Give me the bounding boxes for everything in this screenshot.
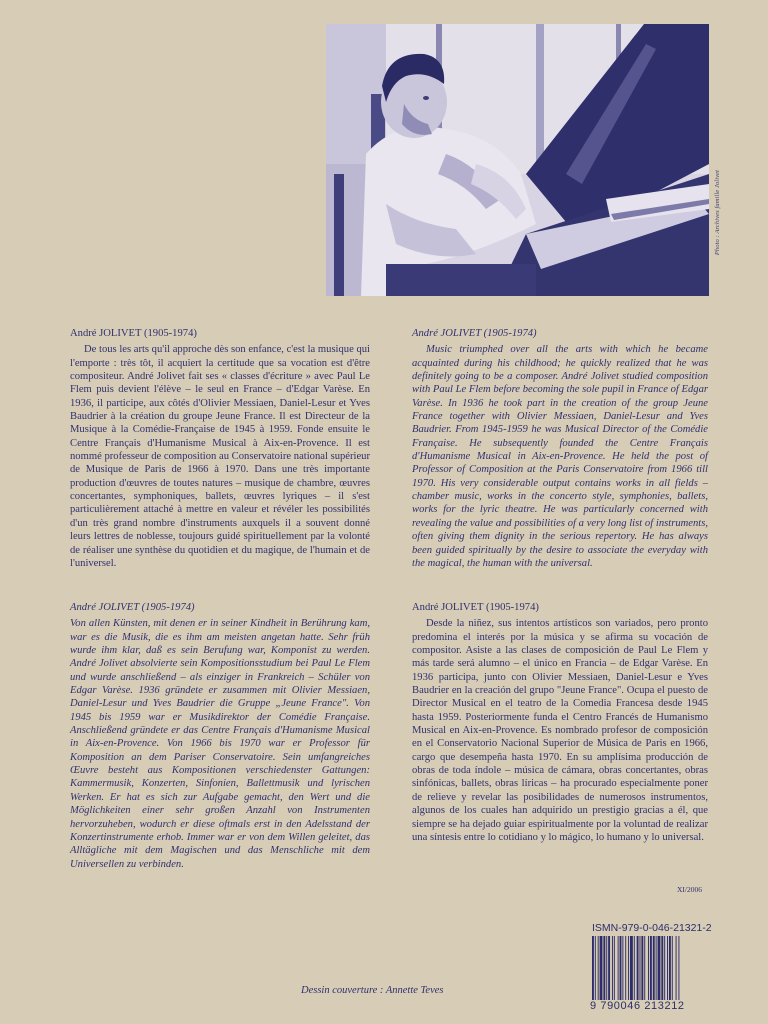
barcode-bar — [620, 936, 622, 1000]
barcode-bar — [641, 936, 643, 1000]
barcode-bar — [640, 936, 641, 1000]
barcode-bar — [606, 936, 607, 1000]
french-section — [70, 327, 370, 570]
german-heading: André JOLIVET (1905-1974) — [70, 602, 195, 613]
french-text: De tous les arts qu'il approche dès son enfance, c'est la musique qui l'emporte : très tôt, il acquiert la certitude que sa vocation est d'être compositeur. André Jolivet fait ses « classes d'écriture » avec Paul Le Flem puis devient l'élève – le seul en France – d'Edgar Varèse. En 1936, il participe, aux côtés d'Olivier Messiaen, Daniel-Lesur et Yves Baudrier à la création du groupe Jeune France. Il est Directeur de la Musique à la Comédie-Française de 1945 à 1959. Fonde ensuite le Centre Français d'Humanisme Musical à Aix-en-Provence. Il est nommé professeur de composition au Conservatoire national supérieur de Musique de Paris de 1966 à 1970. Dans une très importante production d'œuvres de toutes natures – musique de chambre, œuvres concertantes, symphoniques, ballets, œuvres lyriques – il s'est particulièrement attaché à mettre en valeur et révéler les possibilités d'un très grand nombre d'instruments auxquels il a souvent donné leurs lettres de noblesse, toujours guidé spirituellement par la volonté de réaliser une synthèse du quotidien et du magique, de l'humain et de l'universel. — [70, 344, 370, 569]
english-section — [412, 327, 708, 570]
barcode-bar — [634, 936, 635, 1000]
barcode-bar — [672, 936, 673, 1000]
barcode-bar — [664, 936, 665, 1000]
ismn-number: ISMN-979-0-046-21321-2 — [592, 922, 712, 934]
barcode-bar — [656, 936, 657, 1000]
spanish-heading: André JOLIVET (1905-1974) — [412, 602, 539, 613]
barcode-bar — [612, 936, 613, 1000]
german-section — [70, 601, 370, 871]
barcode-bar — [622, 936, 623, 1000]
spanish-text: Desde la niñez, sus intentos artísticos son variados, pero pronto predomina el interés por la música y se afirma su vocación de compositor. Asiste a las clases de composición de Paul Le Flem y más tarde será alumno – el único en Francia – de Edgar Varèse. En 1936 participa, junto con Olivier Messiaen, Daniel-Lesur e Yves Baudrier en la creación del grupo "Jeune France". Ocupa el puesto de Director Musical en el teatro de la Comedia Francesa desde 1945 hasta 1959. Posteriormente funda el Centro Francés de Humanismo Musical en Aix-en-Provence. Es nombrado profesor de composición en el Conservatorio Nacional Superior de Música de Paris en 1966, cargo que desempeña hasta 1970. En su amplísima producción de obras de toda índole – música de cámara, obras concertantes, obras sinfónicas, ballets, obras líricas – ha procurado especialmente poner de relieve y revelar las posibilidades de numerosos instrumentos, algunos de los cuales han adquirido un prestigio gracias a él, que siempre se ha dejado guiar espiritualmente por la voluntad de realizar una síntesis entre lo cotidiano y lo mágico, lo humano y lo universal. — [412, 618, 708, 843]
barcode-bar — [658, 936, 661, 1000]
barcode-bar — [592, 936, 594, 1000]
barcode-bar — [608, 936, 610, 1000]
barcode-bar — [628, 936, 629, 1000]
english-text: Music triumphed over all the arts with which he became acquainted during his childhood; he quickly realized that he was definitely going to be a composer. André Jolivet studied composition with Paul Le Flem before becoming the sole pupil in France of Edgar Varèse. In 1936 he took part in the creation of the group Jeune France together with Olivier Messiaen, Daniel-Lesur and Yves Baudrier. From 1945-1959 he was Musical Director of the Comédie Française. He subsequently founded the Centre Français d'Humanisme Musical in Aix-en-Provence. He held the post of Professor of Composition at the Paris Conservatoire from 1966 till 1970. His very considerable output contains works in all fields – chamber music, works in the concerto style, symphonies, ballets, works for the lyric theatre. He was particularly concerned with revealing the value and possibilities of a very long list of instruments, often giving them dignity in the serious repertory. He has always been guided spiritually by the desire to associate the everyday with the magical, the human with the universal. — [412, 344, 708, 569]
barcode-digits: 9 790046 213212 — [590, 1000, 708, 1012]
barcode-bar — [678, 936, 679, 1000]
barcode-bar — [653, 936, 655, 1000]
barcode-bar — [600, 936, 603, 1000]
french-heading: André JOLIVET (1905-1974) — [70, 328, 197, 339]
barcode-bar — [625, 936, 626, 1000]
german-text: Von allen Künsten, mit denen er in seiner Kindheit in Berührung kam, war es die Musik, die es ihm am meisten angetan hatte. Sehr früh wurde ihm klar, daß es sein Berufung war, Komponist zu werden. André Jolivet absolvierte sein Kompositionsstudium bei Paul Le Flem und wurde anschließend – als einziger in Frankreich – Schüler von Edgar Varèse. 1936 gründete er zusammen mit Olivier Messiaen, Daniel-Lesur und Yves Baudrier die Gruppe „Jeune France". Von 1945 bis 1959 war er Musikdirektor der Comédie Française. Anschließend gründete er das Centre Français d'Humanisme Musical in Aix-en-Provence. Von 1966 bis 1970 war er Professor für Komposition an dem Pariser Conservatoire. Sein umfangreiches Œuvre besteht aus Kompositionen verschiedenster Gattungen: Kammermusik, Konzerten, Sinfonien, Ballettmusik und lyrischen Werken. Er hat es sich zur Aufgabe gemacht, den Wert und die Möglichkeiten einer sehr großen Anzahl von Instrumenten hervorzuheben, wodurch er diese oftmals erst in den Adelsstand der Konzertinstrumente erhob. Immer war er von dem Willen geleitet, das Alltägliche mit dem Magischen und das Menschliche mit dem Universellen zu verbinden. — [70, 618, 370, 870]
barcode-bar — [648, 936, 649, 1000]
barcode-bar — [644, 936, 645, 1000]
english-heading: André JOLIVET (1905-1974) — [412, 328, 537, 339]
barcode-bar — [637, 936, 639, 1000]
barcode-bar — [676, 936, 677, 1000]
barcode-bar — [618, 936, 619, 1000]
photo-credit: Photo : Archives famille Jolivet — [714, 170, 721, 256]
barcode-bar — [630, 936, 633, 1000]
spanish-section — [412, 601, 708, 844]
barcode-bar — [595, 936, 596, 1000]
composer-photo — [326, 24, 709, 296]
barcode — [590, 936, 708, 1012]
barcode-bar — [661, 936, 663, 1000]
barcode-bar — [614, 936, 615, 1000]
barcode-bar — [669, 936, 671, 1000]
barcode-bar — [650, 936, 652, 1000]
barcode-bar — [603, 936, 605, 1000]
barcode-bar — [598, 936, 599, 1000]
edition-date: XI/2006 — [677, 885, 702, 894]
cover-credit: Dessin couverture : Annette Teves — [301, 985, 444, 996]
barcode-bar — [667, 936, 668, 1000]
